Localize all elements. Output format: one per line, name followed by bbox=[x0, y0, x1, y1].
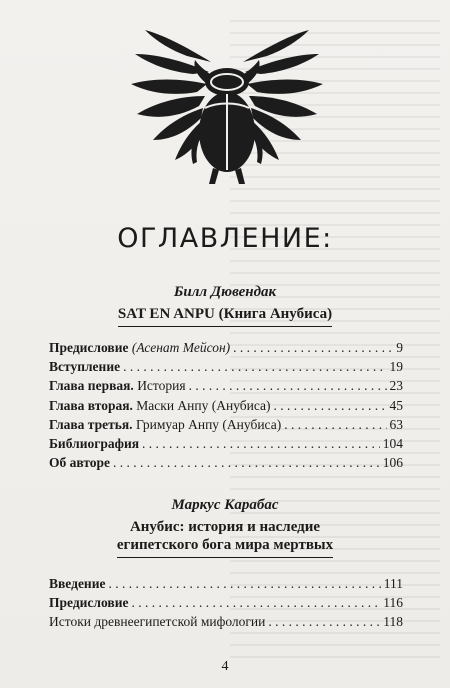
toc-entry-page: 19 bbox=[389, 359, 403, 375]
toc-entry-page: 111 bbox=[383, 576, 403, 591]
toc-list bbox=[49, 576, 403, 634]
toc-entry-label: Глава вторая. bbox=[49, 397, 133, 413]
toc-entry[interactable] bbox=[49, 455, 403, 474]
toc-entry-subtitle: Маски Анпу (Анубиса) bbox=[136, 397, 271, 413]
toc-entry-page: 23 bbox=[389, 378, 403, 394]
toc-entry-subtitle: Истоки древнеегипетской мифологии bbox=[49, 614, 266, 630]
toc-entry[interactable] bbox=[49, 436, 403, 455]
section-author: Маркус Карабас bbox=[171, 497, 279, 513]
toc-entry[interactable] bbox=[49, 595, 403, 614]
toc-list bbox=[49, 340, 403, 474]
toc-dot-leader bbox=[189, 378, 387, 394]
toc-entry-page: 9 bbox=[396, 340, 403, 355]
toc-entry[interactable] bbox=[49, 614, 403, 633]
toc-entry-label: Об авторе bbox=[49, 455, 111, 471]
toc-dot-leader bbox=[268, 614, 380, 630]
toc-entry[interactable] bbox=[49, 340, 403, 359]
toc-entry-page: 104 bbox=[382, 435, 403, 451]
toc-dot-leader bbox=[284, 417, 386, 433]
toc-entry[interactable] bbox=[49, 417, 403, 436]
toc-entry-subtitle: История bbox=[137, 378, 186, 394]
toc-entry[interactable] bbox=[49, 378, 403, 397]
toc-entry-page: 116 bbox=[383, 595, 403, 611]
page-title: ОГЛАВЛЕНИЕ: bbox=[117, 223, 333, 254]
toc-entry-label: Введение bbox=[49, 576, 106, 591]
toc-dot-leader bbox=[142, 436, 380, 452]
toc-dot-leader bbox=[274, 398, 387, 414]
toc-entry-label: Вступление bbox=[49, 359, 121, 375]
toc-dot-leader bbox=[131, 595, 380, 611]
book-title-line: египетского бога мира мертвых bbox=[116, 537, 334, 553]
toc-entry-page: 63 bbox=[389, 416, 403, 432]
toc-entry-label: Глава третья. bbox=[49, 416, 133, 432]
toc-dot-leader bbox=[123, 359, 386, 375]
toc-entry-label: Глава первая. bbox=[49, 378, 134, 394]
book-title-line: Анубис: история и наследие bbox=[129, 519, 321, 535]
page-number: 4 bbox=[221, 659, 229, 674]
toc-entry[interactable] bbox=[49, 576, 403, 595]
toc-entry-label: Предисловие bbox=[49, 595, 129, 611]
toc-entry[interactable] bbox=[49, 359, 403, 378]
toc-entry-page: 118 bbox=[383, 614, 403, 630]
section-book-title bbox=[0, 518, 450, 558]
toc-entry-page: 106 bbox=[382, 455, 403, 471]
section-book-title bbox=[0, 305, 450, 327]
winged-scarab-icon bbox=[127, 24, 327, 189]
toc-entry-label: Библиография bbox=[49, 435, 140, 451]
toc-entry-page: 45 bbox=[389, 397, 403, 413]
toc-entry[interactable] bbox=[49, 398, 403, 417]
toc-entry-subtitle: Гримуар Анпу (Анубиса) bbox=[135, 416, 282, 432]
book-title-line: SAT EN ANPU (Книга Анубиса) bbox=[117, 306, 333, 322]
toc-dot-leader bbox=[108, 576, 380, 592]
section-author: Билл Дювендак bbox=[173, 284, 277, 300]
toc-dot-leader bbox=[113, 455, 380, 471]
toc-entry-subtitle: (Асенат Мейсон) bbox=[131, 340, 231, 355]
toc-entry-label: Предисловие bbox=[49, 340, 129, 355]
toc-dot-leader bbox=[233, 340, 393, 356]
